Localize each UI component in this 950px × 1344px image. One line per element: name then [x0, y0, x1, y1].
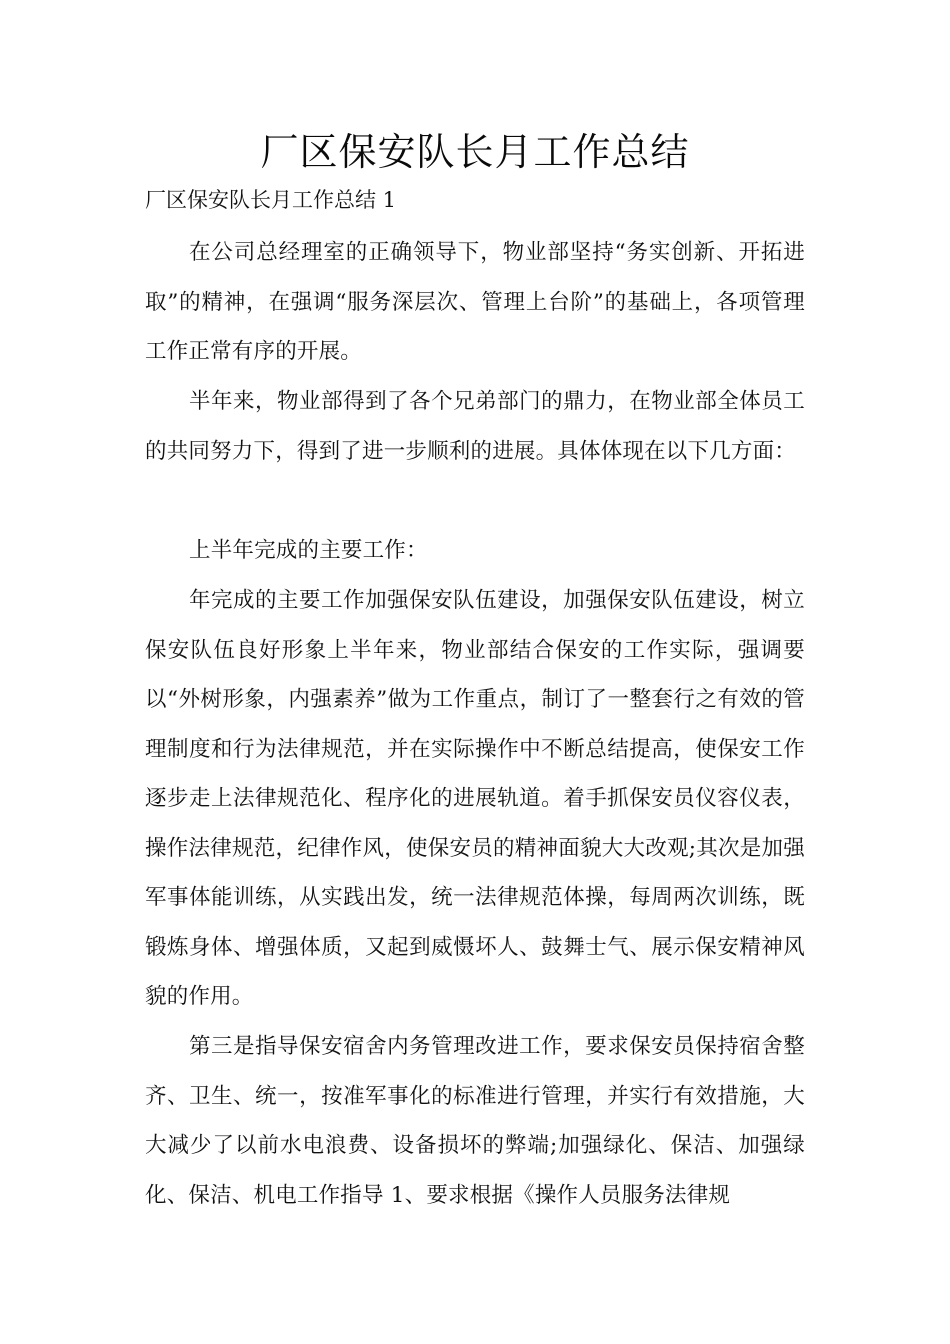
paragraph: 半年来，物业部得到了各个兄弟部门的鼎力，在物业部全体员工的共同努力下，得到了进一步顺利的进展。具体体现在以下几方面：	[145, 389, 805, 464]
document-title: 厂区保安队长月工作总结	[260, 130, 690, 174]
section-heading: 厂区保安队长月工作总结 1	[145, 188, 397, 212]
paragraph: 年完成的主要工作加强保安队伍建设，加强保安队伍建设，树立保安队伍良好形象上半年来，物业部结合保安的工作实际，强调要以“外树形象，内强素养”做为工作重点，制订了一整套行之有效的管理制度和行为法律规范，并在实际操作中不断总结提高，使保安工作逐步走上法律规范化、程序化的进展轨道。着手抓保安员仪容仪表，操作法律规范，纪律作风，使保安员的精神面貌大大改观;其次是加强军事体能训练，从实践出发，统一法律规范体操，每周两次训练，既锻炼身体、增强体质，又起到威慑坏人、鼓舞士气、展示保安精神风貌的作用。	[145, 588, 805, 1009]
paragraph: 第三是指导保安宿舍内务管理改进工作，要求保安员保持宿舍整齐、卫生、统一，按准军事化的标准进行管理，并实行有效措施，大大减少了以前水电浪费、设备损坏的弊端;加强绿化、保洁、加强绿化、保洁、机电工作指导 1、要求根据《操作人员服务法律规	[145, 1034, 805, 1208]
paragraph: 在公司总经理室的正确领导下，物业部坚持“务实创新、开拓进取”的精神，在强调“服务深层次、管理上台阶”的基础上，各项管理工作正常有序的开展。	[145, 240, 805, 364]
paragraph: 上半年完成的主要工作：	[189, 538, 428, 563]
